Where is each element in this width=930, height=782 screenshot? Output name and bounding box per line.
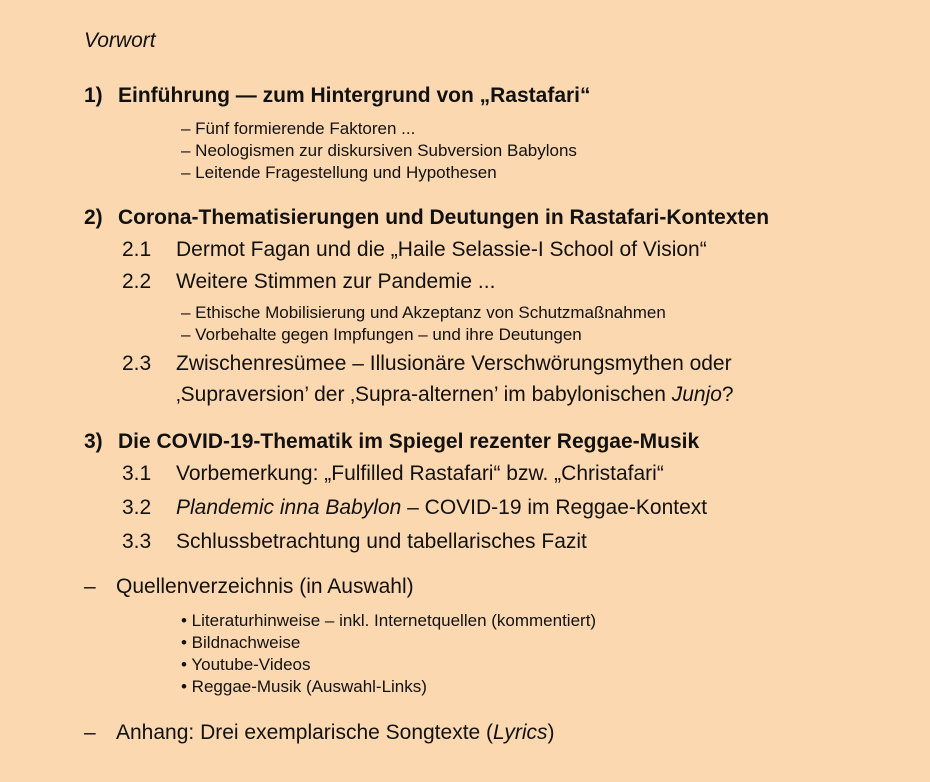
item-text-part: ‚Supraversion’ der ‚Supra-alternen’ im babylonischen xyxy=(176,383,672,406)
vorwort-heading: Vorwort xyxy=(84,29,156,52)
item-text-line-1: Zwischenresümee – Illusionäre Verschwörungsmythen oder xyxy=(176,352,732,375)
item-text: Schlussbetrachtung und tabellarisches Fazit xyxy=(176,530,587,553)
list-item: – Leitende Fragestellung und Hypothesen xyxy=(181,163,497,182)
list-item: • Literaturhinweise – inkl. Internetquellen (kommentiert) xyxy=(181,611,597,630)
item-text-line-2 xyxy=(176,383,734,407)
section-2-number: 2) xyxy=(84,206,103,229)
item-text-emphasis: Plandemic inna Babylon xyxy=(176,496,402,519)
item-text: Dermot Fagan und die „Haile Selassie-I School of Vision“ xyxy=(176,238,707,261)
item-number: 3.2 xyxy=(122,496,152,519)
section-2-title: Corona-Thematisierungen und Deutungen in Rastafari-Kontexten xyxy=(118,206,770,229)
item-text xyxy=(176,496,707,520)
anhang-title xyxy=(116,721,555,745)
list-item: – Vorbehalte gegen Impfungen – und ihre Deutungen xyxy=(181,325,582,344)
list-item: • Youtube-Videos xyxy=(181,655,311,674)
section-1-title: Einführung — zum Hintergrund von „Rastafari“ xyxy=(118,84,591,107)
item-text: Weitere Stimmen zur Pandemie ... xyxy=(176,270,496,293)
item-number: 3.3 xyxy=(122,530,152,553)
item-text-part: – COVID-19 im Reggae-Kontext xyxy=(401,496,708,519)
anhang-text-emphasis: Lyrics xyxy=(493,721,548,744)
list-item: – Neologismen zur diskursiven Subversion Babylons xyxy=(181,141,577,160)
dash-marker: – xyxy=(84,721,96,744)
quellen-title: Quellenverzeichnis (in Auswahl) xyxy=(116,575,414,598)
item-text: Vorbemerkung: „Fulfilled Rastafari“ bzw. „Christafari“ xyxy=(176,462,664,485)
section-1-sublist xyxy=(181,118,577,184)
item-number: 2.3 xyxy=(122,352,152,375)
section-3-title: Die COVID-19-Thematik im Spiegel rezenter Reggae-Musik xyxy=(118,430,700,453)
list-item: – Ethische Mobilisierung und Akzeptanz von Schutzmaßnahmen xyxy=(181,303,666,322)
list-item: • Reggae-Musik (Auswahl-Links) xyxy=(181,677,427,696)
list-item: • Bildnachweise xyxy=(181,633,301,652)
section-1-number: 1) xyxy=(84,84,103,107)
list-item: – Fünf formierende Faktoren ... xyxy=(181,119,416,138)
item-text-emphasis: Junjo xyxy=(671,383,722,406)
anhang-text-part: ) xyxy=(547,721,555,744)
item-number: 3.1 xyxy=(122,462,152,485)
quellen-bullet-list xyxy=(181,610,596,698)
dash-marker: – xyxy=(84,575,96,598)
item-number: 2.1 xyxy=(122,238,152,261)
item-number: 2.2 xyxy=(122,270,152,293)
item-text-part: ? xyxy=(721,383,734,406)
section-3-number: 3) xyxy=(84,430,103,453)
anhang-text-part: Anhang: Drei exemplarische Songtexte ( xyxy=(116,721,494,744)
section-2-2-sublist xyxy=(181,302,666,346)
